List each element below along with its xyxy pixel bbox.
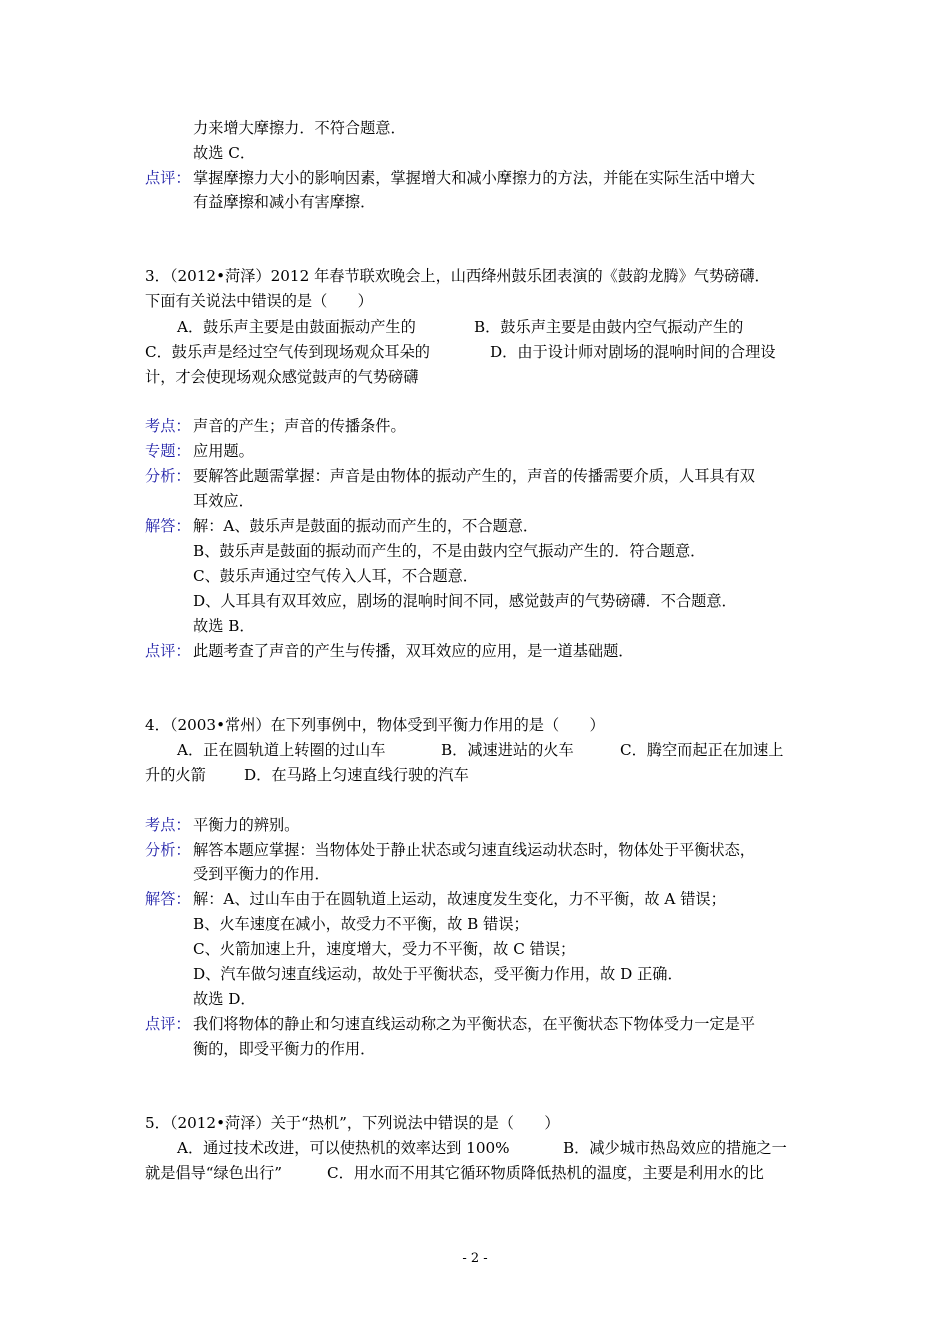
q5-option-b: B．减少城市热岛效应的措施之一 (563, 1139, 787, 1157)
q5-option-b-cont: 就是倡导“绿色出行” (145, 1164, 283, 1182)
q4-jieda-line-1: 解：A、过山车由于在圆轨道上运动，故速度发生变化，力不平衡，故 A 错误； (193, 890, 726, 908)
q3-dianping: 此题考查了声音的产生与传播，双耳效应的应用，是一道基础题． (193, 642, 634, 660)
q3-kaodian: 声音的产生；声音的传播条件。 (193, 417, 406, 435)
q4-dianping-line-1: 我们将物体的静止和匀速直线运动称之为平衡状态，在平衡状态下物体受力一定是平 (193, 1015, 755, 1033)
q3-jieda-line-2: B、鼓乐声是鼓面的振动而产生的，不是由鼓内空气振动产生的．符合题意． (193, 542, 706, 560)
q3-option-b: B．鼓乐声主要是由鼓内空气振动产生的 (474, 318, 744, 336)
q4-jieda-line-2: B、火车速度在减小，故受力不平衡，故 B 错误； (193, 915, 529, 933)
q3-option-c: C．鼓乐声是经过空气传到现场观众耳朵的 (145, 343, 430, 361)
q3-jieda-line-3: C、鼓乐声通过空气传入人耳，不合题意． (193, 567, 478, 585)
q3-stem-line-1: 3．（2012•菏泽）2012 年春节联欢晚会上，山西绛州鼓乐团表演的《鼓韵龙腾》气势磅礴． (145, 267, 770, 285)
q4-option-b: B．减速进站的火车 (441, 741, 574, 759)
q3-option-a: A．鼓乐声主要是由鼓面振动产生的 (177, 318, 416, 336)
q5-option-a: A．通过技术改进，可以使热机的效率达到 100% (177, 1139, 510, 1157)
prev-comment-line-1: 掌握摩擦力大小的影响因素，掌握增大和减小摩擦力的方法，并能在实际生活中增大 (193, 169, 755, 187)
q3-dianping-label: 点评： (145, 642, 191, 660)
q4-option-d: D．在马路上匀速直线行驶的汽车 (244, 766, 469, 784)
q4-fenxi-line-1: 解答本题应掌握：当物体处于静止状态或匀速直线运动状态时，物体处于平衡状态， (193, 841, 755, 859)
prev-comment-line-2: 有益摩擦和减小有害摩擦． (193, 193, 376, 211)
q4-jieda-line-4: D、汽车做匀速直线运动，故处于平衡状态，受平衡力作用，故 D 正确． (193, 965, 683, 983)
q3-zhuanti: 应用题。 (193, 442, 254, 460)
page-number: - 2 - (462, 1251, 488, 1266)
q3-jieda-label: 解答： (145, 517, 191, 535)
q3-jieda-line-5: 故选 B． (193, 617, 255, 635)
q4-kaodian-label: 考点： (145, 816, 191, 834)
prev-comment-label: 点评： (145, 169, 191, 187)
prev-answer: 故选 C． (193, 144, 256, 162)
q3-jieda-line-1: 解：A、鼓乐声是鼓面的振动而产生的，不合题意． (193, 517, 539, 535)
q4-option-a: A．正在圆轨道上转圈的过山车 (177, 741, 386, 759)
q3-fenxi-label: 分析： (145, 467, 191, 485)
q5-option-c: C．用水而不用其它循环物质降低热机的温度，主要是利用水的比 (327, 1164, 764, 1182)
q3-stem-line-2: 下面有关说法中错误的是（ ） (145, 292, 373, 310)
q3-jieda-line-4: D、人耳具有双耳效应，剧场的混响时间不同，感觉鼓声的气势磅礴．不合题意． (193, 592, 737, 610)
q4-dianping-line-2: 衡的，即受平衡力的作用． (193, 1040, 376, 1058)
q4-fenxi-line-2: 受到平衡力的作用． (193, 865, 330, 883)
q4-dianping-label: 点评： (145, 1015, 191, 1033)
q4-kaodian: 平衡力的辨别。 (193, 816, 300, 834)
q4-stem: 4．（2003•常州）在下列事例中，物体受到平衡力作用的是（ ） (145, 716, 605, 734)
q4-fenxi-label: 分析： (145, 841, 191, 859)
q5-stem: 5．（2012•菏泽）关于“热机”，下列说法中错误的是（ ） (145, 1114, 560, 1132)
q4-option-c: C．腾空而起正在加速上 (620, 741, 784, 759)
q4-jieda-label: 解答： (145, 890, 191, 908)
prev-analysis-line: 力来增大摩擦力．不符合题意． (193, 119, 406, 137)
q4-jieda-line-5: 故选 D． (193, 990, 256, 1008)
q3-zhuanti-label: 专题： (145, 442, 191, 460)
q3-option-d-cont: 计，才会使现场观众感觉鼓声的气势磅礴 (145, 368, 419, 386)
q3-option-d: D．由于设计师对剧场的混响时间的合理设 (490, 343, 776, 361)
q3-fenxi-line-1: 要解答此题需掌握：声音是由物体的振动产生的，声音的传播需要介质，人耳具有双 (193, 467, 755, 485)
q4-jieda-line-3: C、火箭加速上升，速度增大，受力不平衡，故 C 错误； (193, 940, 576, 958)
q3-fenxi-line-2: 耳效应． (193, 492, 254, 510)
q4-option-c-cont: 升的火箭 (145, 766, 206, 784)
q3-kaodian-label: 考点： (145, 417, 191, 435)
